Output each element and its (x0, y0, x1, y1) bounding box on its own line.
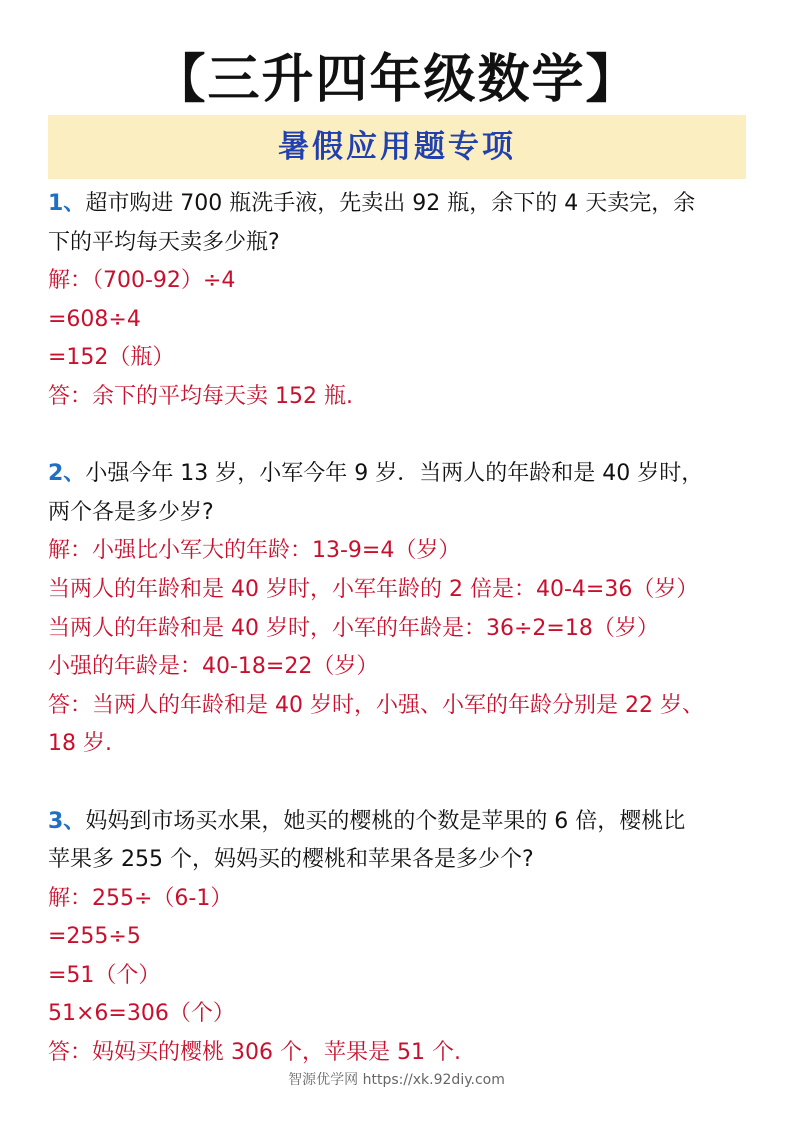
spacer (48, 764, 748, 803)
answer-line: =51（个） (48, 962, 161, 988)
problem-1 (48, 185, 748, 417)
section-subtitle: 暑假应用题专项 (278, 129, 516, 165)
question-number: 1、 (48, 191, 86, 216)
question-line: 2、小强今年 13 岁，小军今年 9 岁．当两人的年龄和是 40 岁时， (48, 461, 704, 487)
answer-line: 当两人的年龄和是 40 岁时，小军年龄的 2 倍是：40-4=36（岁） (48, 576, 699, 602)
question-line: 苹果多 255 个，妈妈买的樱桃和苹果各是多少个? (48, 847, 534, 873)
answer-line: =152（瓶） (48, 345, 175, 371)
section-banner (48, 115, 746, 179)
answer-line: 答：当两人的年龄和是 40 岁时，小强、小军的年龄分别是 22 岁、 (48, 692, 704, 718)
question-line: 3、妈妈到市场买水果，她买的樱桃的个数是苹果的 6 倍，樱桃比 (48, 808, 686, 834)
answer-line: 答：妈妈买的樱桃 306 个，苹果是 51 个. (48, 1040, 461, 1066)
question-line: 下的平均每天卖多少瓶? (48, 229, 280, 255)
answer-line: 解：小强比小军大的年龄：13-9=4（岁） (48, 538, 461, 564)
answer-line: 解：255÷（6-1） (48, 885, 233, 911)
page-title: 【三升四年级数学】 (153, 49, 640, 110)
question-number: 2、 (48, 461, 86, 487)
answer-line: 解：（700-92）÷4 (48, 268, 236, 294)
question-number: 3、 (48, 808, 86, 834)
answer-line: 答：余下的平均每天卖 152 瓶. (48, 383, 353, 409)
answer-line: 当两人的年龄和是 40 岁时，小军的年龄是：36÷2=18（岁） (48, 615, 659, 641)
answer-line: =255÷5 (48, 924, 141, 950)
problem-2 (48, 455, 748, 764)
answer-line: 51×6=306（个） (48, 1001, 235, 1027)
answer-line: 18 岁. (48, 731, 112, 757)
problem-3 (48, 803, 748, 1073)
answer-line: 小强的年龄是：40-18=22（岁） (48, 654, 379, 680)
question-line: 两个各是多少岁? (48, 499, 214, 525)
spacer (48, 417, 748, 456)
problem-list (48, 185, 748, 1073)
answer-line: =608÷4 (48, 306, 141, 332)
question-line: 1、超市购进 700 瓶洗手液，先卖出 92 瓶，余下的 4 天卖完，余 (48, 191, 696, 216)
footer-source: 智源优学网 https://xk.92diy.com (288, 1072, 505, 1088)
